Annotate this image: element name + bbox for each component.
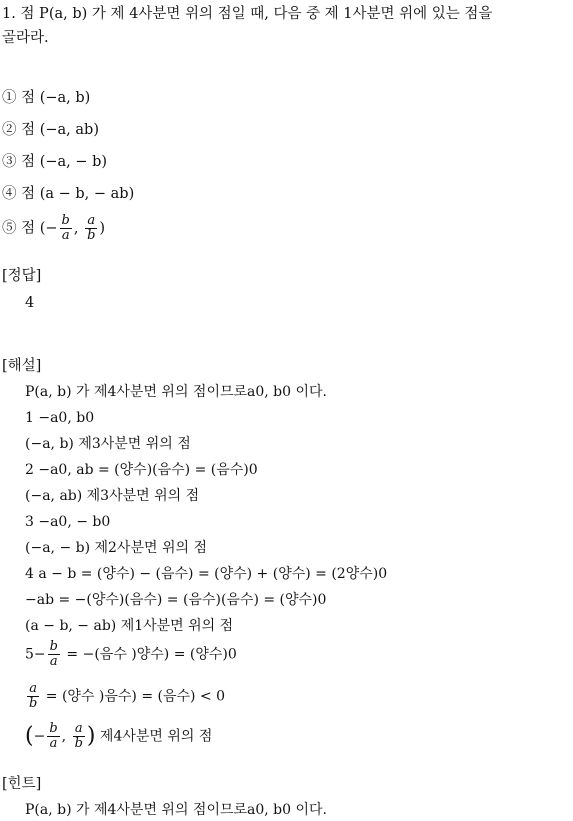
option-5-fraction-2: $\frac{a}{b}$: [87, 213, 96, 243]
explanation-line: 4 a − b = (양수) − (음수) = (양수) + (양수) = (2양수)0: [25, 566, 388, 582]
explanation-line: 1 −a0, b0: [25, 410, 95, 426]
explanation-label: [해설]: [2, 358, 42, 374]
question-line-2: 골라라.: [2, 30, 49, 46]
explanation-line-12: $\frac{a}{b}$ = (양수 )음수) = (음수) < 0: [29, 681, 226, 711]
option-5-fraction-1-copy: $\frac{b}{a}$: [49, 721, 58, 751]
option-1: ① 점 (−a, b): [2, 90, 91, 106]
explanation-line: (−a, b) 제3사분면 위의 점: [25, 436, 191, 452]
fraction-a-over-b: $\frac{a}{b}$: [29, 681, 38, 711]
explanation-line: −ab = −(양수)(음수) = (음수)(음수) = (양수)0: [25, 592, 327, 608]
explanation-line: 2 −a0, ab = (양수)(음수) = (음수)0: [25, 462, 258, 478]
option-5: ⑤ 점 (− $\frac{b}{a}$ , $\frac{a}{b}$ ): [2, 213, 106, 243]
explanation-line: (−a, ab) 제3사분면 위의 점: [25, 488, 200, 504]
option-3: ③ 점 (−a, − b): [2, 154, 108, 170]
explanation-line: (−a, − b) 제2사분면 위의 점: [25, 540, 207, 556]
option-5-fraction-1: $\frac{b}{a}$: [61, 213, 70, 243]
hint-label: [힌트]: [2, 776, 42, 792]
option-5-fraction-2-copy: $\frac{a}{b}$: [74, 721, 83, 751]
option-2: ② 점 (−a, ab): [2, 122, 99, 138]
hint-line: P(a, b) 가 제4사분면 위의 점이므로a0, b0 이다.: [25, 802, 327, 818]
explanation-line-11: 5− $\frac{b}{a}$ = −(음수 )양수) = (양수)0: [25, 639, 237, 669]
option-4: ④ 점 (a − b, − ab): [2, 186, 135, 202]
answer-value: 4: [25, 295, 35, 311]
explanation-line: (a − b, − ab) 제1사분면 위의 점: [25, 618, 234, 634]
fraction-b-over-a: $\frac{b}{a}$: [49, 639, 58, 669]
explanation-line: P(a, b) 가 제4사분면 위의 점이므로a0, b0 이다.: [25, 384, 327, 400]
explanation-line-13: (− $\frac{b}{a}$ , $\frac{a}{b}$ ) 제4사분면 위의 점: [25, 721, 213, 751]
question-line-1: 1. 점 P(a, b) 가 제 4사분면 위의 점일 때, 다음 중 제 1사분면 위에 있는 점을: [2, 6, 493, 22]
answer-label: [정답]: [2, 268, 42, 284]
explanation-line: 3 −a0, − b0: [25, 514, 111, 530]
option-5-prefix: ⑤ 점 (−: [2, 220, 58, 237]
